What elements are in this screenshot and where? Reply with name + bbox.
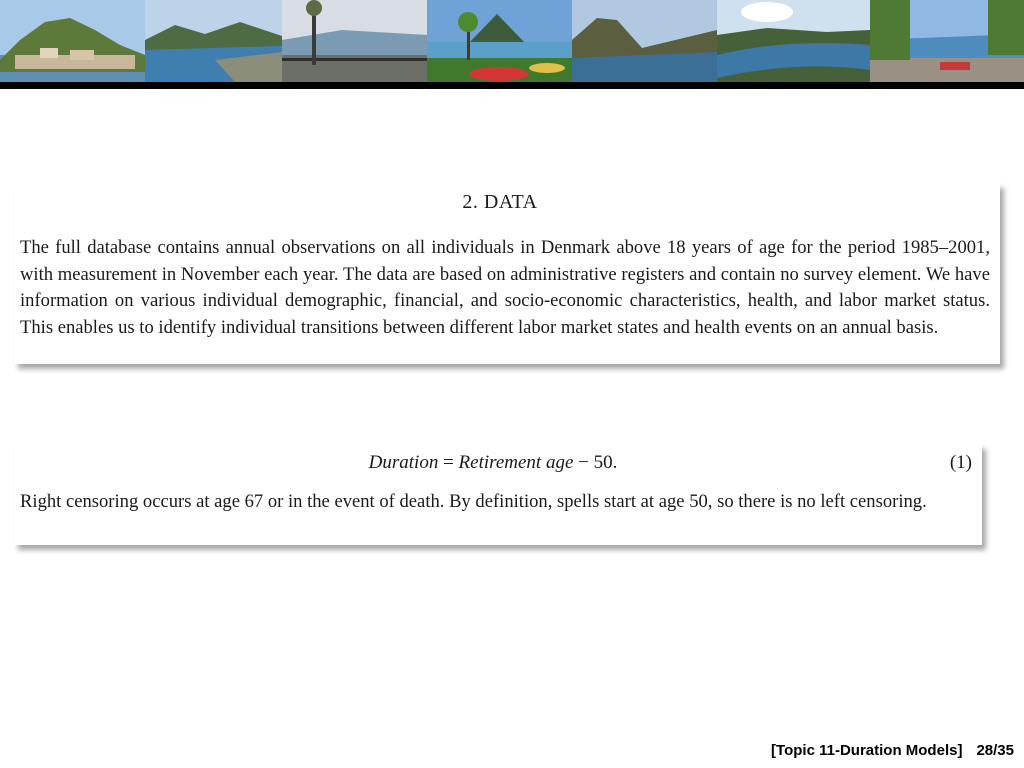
equation-minus: − [573, 452, 594, 473]
censoring-paragraph: Right censoring occurs at age 67 or in the event of death. By definition, spells start at age 50, so there is no left censoring. [20, 491, 927, 512]
data-paragraph: The full database contains annual observations on all individuals in Denmark above 18 years of age for the period 1985–2001, with measurement in November each year. The data are based on administrative registers and contain no survey element. We have information on various individual demographic, financial, and socio-economic characteristics, health, and labor market status. This enables us to identify individual transitions between different labor market states and health events on an annual basis. [20, 237, 990, 338]
equation-lhs: Duration [368, 452, 439, 473]
promenade-railing-photo [282, 0, 427, 82]
equation-period: . [612, 452, 618, 473]
photo-banner [0, 0, 1024, 82]
duration-equation [14, 452, 972, 474]
banner-divider [0, 82, 1024, 89]
slide-footer [771, 742, 1014, 759]
lakeside-path-photo [870, 0, 1024, 82]
equation-rhs-term: Retirement age [458, 452, 574, 473]
page-number: 28/35 [976, 742, 1014, 759]
equation-equals: = [438, 452, 459, 473]
aerial-bay-photo [717, 0, 870, 82]
equation-number: (1) [949, 452, 972, 473]
section-heading: 2. DATA [462, 191, 538, 213]
equation-row [14, 452, 972, 478]
mountain-lake-photo [572, 0, 717, 82]
lake-town-photo [145, 0, 282, 82]
equation-constant: 50 [593, 452, 613, 473]
flower-garden-photo [427, 0, 572, 82]
hillside-village-photo [0, 0, 145, 82]
data-section-excerpt [14, 183, 1000, 364]
equation-excerpt [14, 444, 982, 545]
footer-topic: [Topic 11-Duration Models] [771, 742, 963, 759]
